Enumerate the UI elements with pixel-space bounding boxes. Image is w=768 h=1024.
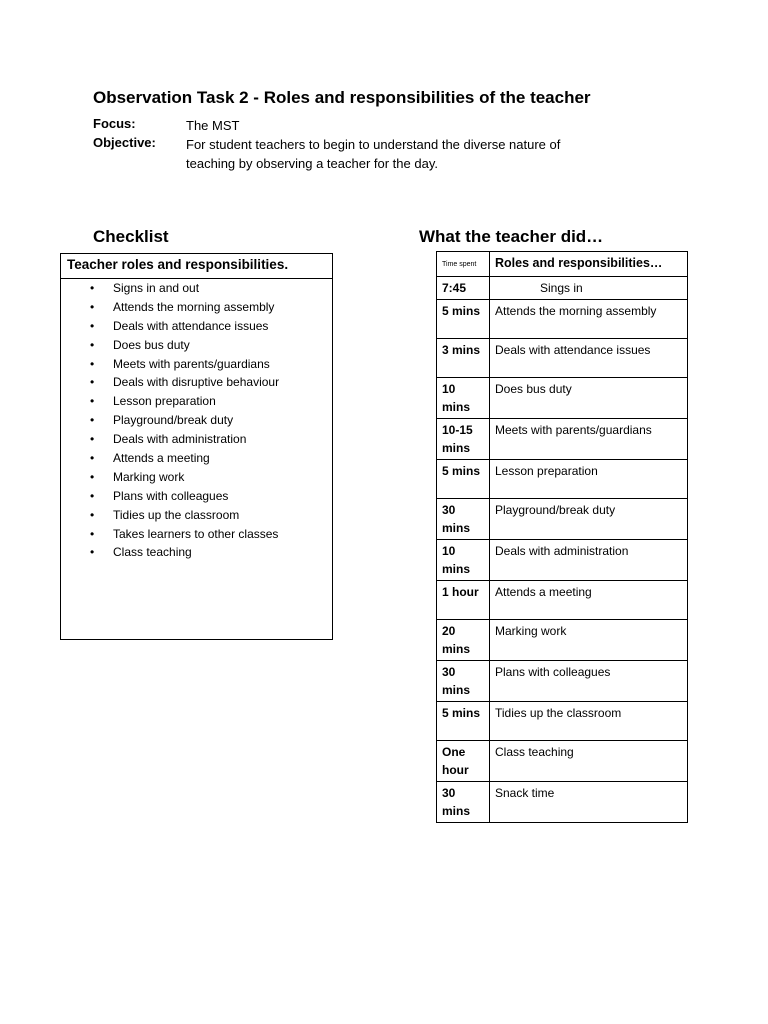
header-roles: Roles and responsibilities…: [490, 252, 688, 277]
role-cell: Class teaching: [490, 741, 688, 782]
bullet-icon: •: [90, 469, 95, 484]
checklist-box: [60, 253, 333, 640]
checklist-item-label: Deals with disruptive behaviour: [113, 375, 280, 390]
checklist-item: [61, 543, 332, 562]
role-cell: Marking work: [490, 620, 688, 661]
bullet-icon: •: [90, 337, 95, 352]
time-spent-cell: [437, 460, 490, 499]
role-cell: Plans with colleagues: [490, 661, 688, 702]
checklist-item-label: Playground/break duty: [113, 413, 234, 428]
time-spent-line-1: 30: [442, 503, 456, 517]
teacher-activity-table: [436, 251, 688, 823]
bullet-icon: •: [90, 526, 95, 541]
header-time-spent: Time spent: [437, 252, 490, 277]
bullet-icon: •: [90, 545, 95, 560]
time-spent-cell: [437, 277, 490, 300]
checklist-item-label: Deals with attendance issues: [113, 318, 269, 333]
bullet-icon: •: [90, 394, 95, 409]
bullet-icon: •: [90, 299, 95, 314]
role-cell: Snack time: [490, 782, 688, 823]
time-spent-cell: [437, 339, 490, 378]
time-spent-line-1: 3 mins: [442, 343, 481, 357]
bullet-icon: •: [90, 281, 95, 295]
role-cell: Does bus duty: [490, 378, 688, 419]
checklist-item: [61, 298, 332, 317]
role-cell: Attends the morning assembly: [490, 300, 688, 339]
checklist-item-label: Deals with administration: [113, 432, 247, 447]
checklist-item: [61, 317, 332, 336]
checklist-item-label: Tidies up the classroom: [113, 507, 240, 522]
role-cell: Deals with attendance issues: [490, 339, 688, 378]
role-cell: Lesson preparation: [490, 460, 688, 499]
time-spent-line-1: 5 mins: [442, 304, 481, 318]
time-spent-line-1: 20: [442, 624, 456, 638]
checklist-item: [61, 468, 332, 487]
checklist-item: [61, 392, 332, 411]
checklist-item: [61, 279, 332, 298]
time-spent-cell: [437, 661, 490, 702]
table-row: [437, 581, 688, 620]
time-spent-line-1: 30: [442, 786, 456, 800]
checklist-item: [61, 411, 332, 430]
time-spent-line-2: hour: [442, 763, 469, 777]
table-heading: What the teacher did…: [419, 227, 604, 246]
table-row: [437, 277, 688, 300]
table-row: [437, 540, 688, 581]
focus-value: The MST: [186, 118, 240, 133]
time-spent-cell: [437, 702, 490, 741]
time-spent-line-2: mins: [442, 521, 471, 535]
checklist-list: [61, 279, 332, 562]
checklist-item: [61, 430, 332, 449]
table-row: [437, 702, 688, 741]
time-spent-line-2: mins: [442, 441, 471, 455]
checklist-item: [61, 355, 332, 374]
time-spent-cell: [437, 741, 490, 782]
checklist-heading: Checklist: [93, 227, 169, 246]
table-row: [437, 300, 688, 339]
time-spent-line-1: One: [442, 745, 466, 759]
objective-line-2: teaching by observing a teacher for the day.: [186, 156, 438, 171]
time-spent-line-1: 1 hour: [442, 585, 479, 599]
time-spent-line-1: 7:45: [442, 281, 467, 295]
table-row: [437, 378, 688, 419]
checklist-item-label: Meets with parents/guardians: [113, 356, 270, 371]
time-spent-line-2: mins: [442, 400, 471, 414]
time-spent-line-2: mins: [442, 683, 471, 697]
checklist-item-label: Lesson preparation: [113, 394, 216, 409]
role-cell: Tidies up the classroom: [490, 702, 688, 741]
bullet-icon: •: [90, 432, 95, 447]
role-cell: Playground/break duty: [490, 499, 688, 540]
time-spent-cell: [437, 419, 490, 460]
time-spent-cell: [437, 499, 490, 540]
time-spent-cell: [437, 300, 490, 339]
time-spent-line-2: mins: [442, 804, 471, 818]
table-row: [437, 339, 688, 378]
time-spent-cell: [437, 620, 490, 661]
checklist-item-label: Takes learners to other classes: [113, 526, 279, 541]
role-cell: Attends a meeting: [490, 581, 688, 620]
time-spent-line-2: mins: [442, 642, 471, 656]
table-row: [437, 460, 688, 499]
bullet-icon: •: [90, 413, 95, 428]
checklist-box-header: Teacher roles and responsibilities.: [61, 254, 332, 279]
objective-label: Objective:: [93, 135, 156, 150]
table-row: [437, 782, 688, 823]
table-row: [437, 741, 688, 782]
checklist-item: [61, 525, 332, 544]
time-spent-line-1: 5 mins: [442, 464, 481, 478]
role-cell: Deals with administration: [490, 540, 688, 581]
bullet-icon: •: [90, 356, 95, 371]
checklist-item-label: Signs in and out: [113, 281, 200, 295]
role-cell: Meets with parents/guardians: [490, 419, 688, 460]
table-header-row: [437, 252, 688, 277]
checklist-item-label: Plans with colleagues: [113, 488, 229, 503]
checklist-item: [61, 487, 332, 506]
focus-label: Focus:: [93, 116, 136, 131]
checklist-item: [61, 449, 332, 468]
time-spent-cell: [437, 581, 490, 620]
checklist-item-label: Attends the morning assembly: [113, 299, 275, 314]
time-spent-cell: [437, 540, 490, 581]
time-spent-line-1: 10-15: [442, 423, 473, 437]
checklist-item-label: Marking work: [113, 469, 185, 484]
time-spent-cell: [437, 782, 490, 823]
objective-value: [186, 135, 616, 173]
time-spent-line-1: 30: [442, 665, 456, 679]
checklist-item-label: Attends a meeting: [113, 451, 210, 466]
checklist-item-label: Does bus duty: [113, 337, 190, 352]
bullet-icon: •: [90, 488, 95, 503]
time-spent-line-1: 5 mins: [442, 706, 481, 720]
time-spent-line-1: 10: [442, 382, 456, 396]
time-spent-line-1: 10: [442, 544, 456, 558]
bullet-icon: •: [90, 451, 95, 466]
time-spent-line-2: mins: [442, 562, 471, 576]
checklist-item-label: Class teaching: [113, 545, 192, 560]
objective-line-1: For student teachers to begin to understand the diverse nature of: [186, 137, 561, 152]
checklist-item: [61, 336, 332, 355]
table-row: [437, 419, 688, 460]
page-title: Observation Task 2 - Roles and responsibilities of the teacher: [93, 88, 591, 107]
checklist-item: [61, 506, 332, 525]
table-row: [437, 499, 688, 540]
bullet-icon: •: [90, 507, 95, 522]
checklist-item: [61, 373, 332, 392]
table-row: [437, 620, 688, 661]
bullet-icon: •: [90, 318, 95, 333]
bullet-icon: •: [90, 375, 95, 390]
table-row: [437, 661, 688, 702]
time-spent-cell: [437, 378, 490, 419]
role-cell: Sings in: [490, 277, 688, 300]
